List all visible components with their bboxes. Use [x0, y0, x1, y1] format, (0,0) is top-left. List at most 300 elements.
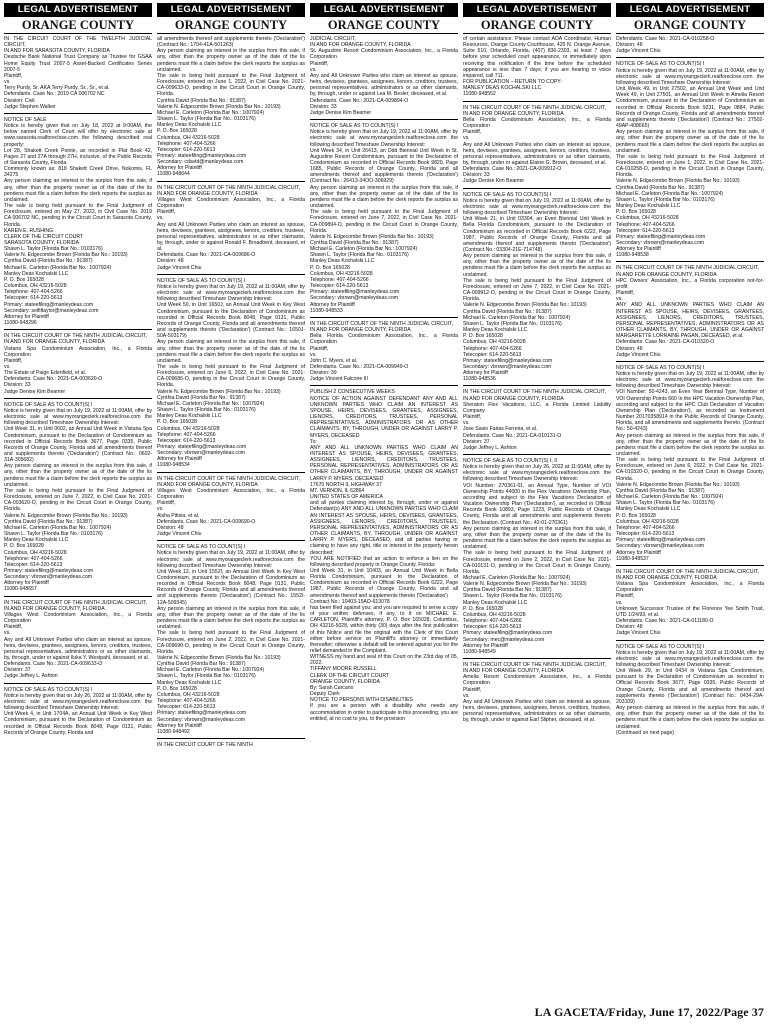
notice-paragraph: IN AND FOR ORANGE COUNTY, FLORIDA	[463, 110, 564, 117]
notice-paragraph: P. O. Box 165028	[4, 543, 44, 550]
notice-paragraph: NOTICE OF SALE AS TO COUNT(S) I	[463, 191, 552, 198]
notice-paragraph: Bella Florida Condominium Association, Inc., a Florida Corporation	[463, 116, 611, 130]
notice-paragraph: Michael E. Carleton (Florida Bar No.: 1007924)	[616, 494, 724, 501]
notice-paragraph: Notice is hereby given that on July 19, 2022 at 11:00AM, offer by electronic sale at www.myorangeclerk.realforeclose.com the following described Timeshare Ownership Interest:	[463, 197, 611, 217]
notice-paragraph: Shawn L. Taylor (Florida Bar No.: 0103176)	[4, 531, 103, 538]
legal-notice	[4, 687, 152, 736]
notice-paragraph: Michael E. Carleton (Florida Bar No.: 1007924)	[4, 524, 112, 531]
notice-paragraph: Attorney for Plaintiff	[4, 580, 49, 587]
notice-separator	[157, 540, 305, 541]
notice-paragraph: Secondary: selfiltaylor@manleydeas.com	[4, 307, 99, 314]
notice-paragraph: Judge Vincent Falcone III	[310, 376, 368, 383]
legal-notice	[463, 662, 611, 724]
notice-paragraph: Cynthia David (Florida Bar No.: 91387)	[463, 587, 552, 594]
notice-paragraph: Judge Jeffrey L. Ashton	[4, 673, 58, 680]
notice-paragraph: Division: 33	[4, 382, 31, 389]
notice-paragraph: Telephone: 407-404-5266	[616, 524, 675, 531]
notice-paragraph: FOR PUBLICATION – RETURN TO COPY:	[463, 79, 562, 86]
notice-separator	[463, 385, 611, 386]
notice-paragraph: IN THE CIRCUIT COURT OF THE NINTH JUDICIAL CIRCUIT,	[463, 662, 606, 668]
notice-paragraph: P. O. Box 165028	[616, 512, 656, 519]
notice-paragraph: IN AND FOR ORANGE COUNTY, FLORIDA	[157, 190, 258, 197]
notice-paragraph: UNITED STATES OF AMERICA	[310, 494, 383, 501]
notice-paragraph: VOI Number: 270361-01, an Annual Type, Number of VOI Ownership Points 44000 in the Flex Vacations Ownership Plan, according and subject to the Flex Vacations Declaration of Vacation Ownership Plan ('Declaration'), as recorded in Official Records Book 10893, Page 1223, Public Records of Orange County, Florida and all amendments and supplements thereto the Declaration. (Contract No.: 42-01-270361)	[463, 482, 611, 526]
legal-notice	[310, 36, 458, 116]
notice-paragraph: vs.	[4, 79, 11, 86]
notice-paragraph: Villages West Condominium Association, Inc., a Florida Corporation	[4, 611, 152, 625]
notice-paragraph: Primary: stateefiling@manleydeas.com	[616, 537, 706, 544]
column-subheader: ORANGE COUNTY	[310, 18, 458, 34]
notice-paragraph: Defendants. Case No.: 2021-CA-009690-O	[157, 518, 256, 525]
notice-paragraph: vs.	[157, 506, 164, 513]
notice-paragraph: NOTICE OF SALE AS TO COUNT(S) I	[157, 544, 246, 551]
notice-paragraph: St. Augustine Resort Condominium Association, Inc., a Florida Corporation	[310, 48, 458, 61]
notice-paragraph: IN AND FOR ORANGE COUNTY, FLORIDA	[310, 327, 411, 334]
legal-notice	[616, 365, 764, 562]
notice-paragraph: John C. Myers, et al.	[310, 357, 358, 364]
legal-notice	[463, 105, 611, 185]
notice-paragraph: The sale is being held pursuant to the Final Judgment of Foreclosure, entered on June 1, 2022, in Civil Case No. 2021-CA-010258-O, pending in the Circuit Court in Orange County, Florida.	[616, 153, 764, 179]
notice-paragraph: Cynthia David (Florida Bar No.: 91387)	[463, 308, 552, 315]
notice-paragraph: Unit Week 49, in Unit 27502, an Annual Unit Week and Unit Week 49, in Unit 27501, an Annual Unit Week in Amelia Resort Condominium, pursuant to the Declaration of Condominium as recorded in Official Records Book 9231, Page 0884, Public Records of Orange County, Florida and all amendments thereof and supplements thereto ('Declaration') (Contract No.: 27502-49AP-408665)	[616, 86, 764, 130]
legal-notice	[463, 192, 611, 383]
notice-paragraph: 11080-948657	[4, 586, 37, 593]
notice-paragraph: Amelia Resort Condominium Association, Inc., a Florida Corporation	[463, 674, 611, 687]
column-1	[4, 3, 152, 1001]
notice-paragraph: Notice is hereby given that on July 19, 2022 at 11:00AM, offer by electronic sale at www.myorangeclerk.realforeclose.com the following described Timeshare Ownership Interest:	[616, 649, 764, 668]
legal-notice	[616, 265, 764, 357]
notice-paragraph: Columbus, OH 43216-5028	[4, 283, 67, 290]
notice-paragraph: IN THE CIRCUIT COURT OF THE NINTH JUDICIAL CIRCUIT,	[157, 184, 300, 191]
notice-paragraph: Manley Deas Kochalski LLC	[157, 413, 222, 420]
notice-separator	[4, 596, 152, 597]
legal-notice	[463, 389, 611, 451]
notice-paragraph: Division: 33	[463, 172, 490, 179]
notice-paragraph: P. O. Box 165028	[157, 685, 197, 692]
notice-paragraph: The sale is being held pursuant to the Final Judgment of Foreclosure, entered on May 27, 2022, in Civil Case No. 2019 CA 006702 NC, pending in the Circuit Court in Sarasota County, Florida.	[4, 203, 152, 228]
notice-paragraph: Unknown Successor Trustee of the Florence Yee Smith Trust, UTD 1/24/93, et al.	[616, 605, 764, 618]
notice-paragraph: vs.	[4, 630, 11, 637]
notice-paragraph: Cynthia David (Florida Bar No.: 91387)	[4, 258, 93, 265]
notice-paragraph: Columbus, OH 43216-5028	[616, 215, 679, 222]
notice-paragraph: Any person claiming an interest in the surplus from this sale, if any, other than the property owner as of the date of the lis pendens must file a claim before the clerk reports the surplus as unclaimed.	[310, 184, 458, 210]
notice-paragraph: Valerie N. Edgecombe Brown (Florida Bar No.: 10193)	[157, 388, 281, 395]
notice-paragraph: has been filed against you; and you are required to serve a copy of your written defenses, if any, to it on MICHAEL E. CARLETON, Plaintiff's attorney, P. O. Box 165028, Columbus, OH 43216-5028, within thirty (30) days after the first publication of this Notice and file the original with the Clerk of this Court either before service on Plaintiff's attorney or immediately thereafter; otherwise a default will be entered against you for the relief demanded in the Complaint.	[310, 604, 458, 654]
notice-paragraph: Plaintiff,	[463, 414, 482, 421]
notice-paragraph: Unit Week 31, in Unit 10403, an Annual Unit Week in Bella Florida Condominium, pursuant to the Declaration of Condominium as recorded in Official Records Book 6222, Page 1987, Public Records of Orange County, Florida and all amendments thereof and supplements thereto ('Declaration')	[310, 567, 458, 599]
notice-paragraph: Cynthia David (Florida Bar No.: 91387)	[310, 240, 399, 246]
notice-paragraph: IN AND FOR SARASOTA COUNTY, FLORIDA	[4, 48, 110, 55]
notice-paragraph: Unit Week 50, in Unit 1650J, an Annual Unit Week in Key West Condominium, pursuant to the Declaration of Condominium as recorded in Official Records Book 8048, Page 0131, Public Records of Orange County, Florida and all amendments thereof and supplements thereto ('Declaration') (Contract No.: 1650J-50A-503179)	[157, 302, 305, 340]
notice-paragraph: Primary: stateefiling@manleydeas.com	[157, 152, 247, 159]
notice-paragraph: Judge Vincent Chiu	[157, 264, 202, 271]
notice-paragraph: Any and All Unknown Parties who claim an interest as spouse, heirs, devisees, grantees, assignees, lienors, creditors, trustees, personal representatives, administrators or as other claimants, by, through, under or against Earl Slipher, deceased, et al.	[463, 698, 611, 724]
notice-paragraph: Notice is hereby given that on July 19, 2022 at 11:00AM, offer by electronic sale at www.myorangeclerk.realforeclose.com the following described Timeshare Ownership Interest:	[616, 67, 764, 86]
notice-paragraph: Division: 48	[157, 258, 184, 265]
notice-paragraph: (Continued on next page)	[616, 729, 675, 736]
notice-paragraph: Cynthia David (Florida Bar No.: 91387)	[616, 184, 705, 191]
notice-separator	[157, 274, 305, 275]
notice-paragraph: Judge Vincent Chiu	[157, 531, 202, 538]
notice-paragraph: Manley Deas Kochalski LLC	[616, 506, 681, 513]
notice-paragraph: IN THE CIRCUIT COURT OF THE NINTH JUDICIAL CIRCUIT,	[4, 599, 147, 606]
notice-paragraph: Shawn L. Taylor (Florida Bar No.: 0103176)	[310, 252, 409, 259]
notice-paragraph: NOTICE OF SALE AS TO COUNT(S) I	[616, 61, 705, 68]
notice-paragraph: Defendants. Case No.: 2019 CA 006702 NC	[4, 91, 105, 98]
legal-notice	[616, 644, 764, 736]
notice-paragraph: 11080-948492	[157, 728, 190, 735]
notice-paragraph: Valerie N. Edgecombe Brown (Florida Bar No.: 10193)	[310, 233, 434, 240]
notice-paragraph: Michael E. Carleton (Florida Bar No.: 1007924)	[463, 314, 571, 321]
column-header: LEGAL ADVERTISEMENT	[463, 3, 611, 17]
newspaper-page	[4, 3, 766, 1003]
notice-paragraph: Secondary: vbrown@manleydeas.com	[310, 295, 399, 302]
notice-paragraph: IN THE CIRCUIT COURT OF THE NINTH JUDICIAL CIRCUIT,	[463, 389, 606, 396]
notice-paragraph: Division: 37	[4, 667, 31, 674]
legal-notice	[4, 333, 152, 395]
notice-paragraph: WITNESS my hand and seal of this Court on the 23rd day of 05, 2022.	[310, 654, 458, 667]
column-header: LEGAL ADVERTISEMENT	[616, 3, 764, 17]
column-2	[157, 3, 305, 1001]
notice-paragraph: Secondary: cdavid@manleydeas.com	[157, 159, 244, 166]
notice-paragraph: Defendants. Case No.: 2021-CA-009686-O	[157, 252, 256, 259]
notice-paragraph: Columbus, OH 43216-5028	[616, 518, 679, 525]
notice-paragraph: Contract No.: 10403-15AO-613078	[310, 598, 390, 605]
notice-paragraph: Defendants. Case No.: 2021-CA-010258-O	[616, 36, 715, 42]
notice-separator	[616, 640, 764, 641]
notice-paragraph: Division: Civil	[4, 97, 35, 104]
notice-paragraph: Attorney for Plaintiff	[616, 549, 661, 556]
notice-paragraph: Shawn L. Taylor (Florida Bar No.: 0103176)	[157, 116, 256, 123]
notice-paragraph: Notice is hereby given that on July 26, 2022 at 11:00AM, offer by electronic sale at www.myorangeclerk.realforeclose.com the following described Timeshare Ownership Interest:	[463, 464, 611, 483]
notice-paragraph: Defendants. Case No.: 2021-CA-010320-O	[616, 339, 715, 346]
column-subheader: ORANGE COUNTY	[4, 18, 152, 34]
notice-paragraph: Judge Denise Kim Beamer	[310, 109, 372, 116]
notice-paragraph: Secondary: vbrown@manleydeas.com	[463, 363, 552, 370]
notice-paragraph: Division: 39	[310, 370, 337, 377]
notice-paragraph: The sale is being held pursuant to the Final Judgment of Foreclosure, entered on June 2, 2022, in Civil Case No. 2021-CA-010131-O, pending in the Circuit Court in Orange County, Florida.	[463, 550, 611, 575]
notice-paragraph: Terry Purdy, Sr. AKA Terry Purdy, Sr., Sr., et al.	[4, 85, 110, 92]
notice-paragraph: 11080-948538	[616, 252, 649, 259]
notice-paragraph: Plaintiff,	[310, 60, 329, 67]
column-body	[616, 36, 764, 736]
notice-paragraph: Notice is hereby given that on July 19, 2022 at 11:00AM, offer by electronic sale at www.myorangeclerk.realforeclose.com the following described Timeshare Ownership Interest:	[310, 129, 458, 148]
notice-paragraph: Plaintiff,	[4, 357, 23, 364]
notice-paragraph: IN AND FOR ORANGE COUNTY, FLORIDA	[463, 668, 564, 675]
notice-paragraph: Telecopier: 614-220-5613	[157, 437, 216, 444]
notice-separator	[157, 181, 305, 182]
notice-paragraph: Valerie N. Edgecombe Brown (Florida Bar No.: 10193)	[157, 103, 281, 110]
notice-paragraph: Primary: stateefiling@manleydeas.com	[463, 357, 553, 364]
notice-paragraph: Plaintiff,	[157, 500, 176, 507]
notice-paragraph: NOTICE OF SALE AS TO COUNT(S) I, II	[463, 458, 558, 464]
notice-paragraph: Any person claiming an interest in the surplus from this sale, if any, other than the property owner as of the date of the lis pendens must file a claim before the clerk reports the surplus as unclaimed.	[463, 253, 611, 278]
notice-paragraph: Commonly known as: 818 Shakett Creek Drive, Nokomis, FL 34275	[4, 166, 152, 179]
notice-paragraph: NOTICE OF SALE AS TO COUNT(S) I	[157, 277, 246, 284]
notice-paragraph: 11080-948296	[4, 320, 37, 327]
notice-paragraph: NOTICE OF SALE AS TO COUNT(S) I	[310, 123, 399, 130]
notice-paragraph: and all parties claiming interest by, through, under or against Defendant(s) ANY AND ALL UNKNOWN PARTIES WHO CLAIM AN INTEREST AS SPOUSE, HEIRS, DEVISEES, GRANTEES, ASSIGNEES, LIENORS, CREDITORS, TRUSTEES, PERSONAL REPRESENTATIVES, ADMINISTRATORS OR AS OTHER CLAIMANTS, BY, THROUGH, UNDER OR AGAINST LARRY P. MYERS, DECEASED, and all parties having or claiming to have any right, title or interest in the property herein described;	[310, 500, 458, 556]
notice-paragraph: TIFFANY MOORE RUSSELL	[310, 666, 377, 673]
notice-paragraph: 11080-948536	[463, 376, 496, 383]
notice-paragraph: Unit Week 31, in Unit 0602, an Annual Unit Week in Vistana Spa Condominium, pursuant to the Declaration of Condominium as recorded in Official Records Book 3677, Page 0335, Public Records of Orange County, Florida and all amendments thereof and supplements thereto ('Declaration') (Contract No.: 0602-31A-305682)	[4, 426, 152, 464]
notice-paragraph: Judge Denise Kim Beamer	[4, 388, 66, 395]
notice-paragraph: Telecopier: 614-220-5613	[616, 227, 675, 234]
notice-paragraph: Secondary: vbrown@manleydeas.com	[616, 543, 705, 550]
notice-paragraph: Defendants. Case No.: 2021-CA-003620-O	[4, 376, 103, 383]
notice-paragraph: Telephone: 407-404-5266	[157, 431, 216, 438]
notice-separator	[616, 57, 764, 58]
notice-paragraph: vs.	[616, 296, 623, 303]
notice-paragraph: Manley Deas Kochalski LLC	[157, 679, 222, 686]
notice-paragraph: Jose Savio Farias Ferreira, et al.	[463, 426, 538, 433]
notice-paragraph: Columbus, OH 43216-5028	[463, 339, 526, 346]
notice-paragraph: Attorney for Plaintiff	[157, 456, 202, 463]
notice-paragraph: Any person claiming an interest in the surplus from this sale, if any, other than the property owner as of the date of the lis pendens must file a claim before the clerk reports the surplus as unclaimed.	[616, 129, 764, 154]
notice-paragraph: vs.	[310, 66, 317, 73]
notice-paragraph: Shawn L. Taylor (Florida Bar No.: 0103176)	[616, 500, 715, 507]
notice-paragraph: of certain assistance. Please contact ADA Coordinator, Human Resources, Orange County Courthouse, 425 N. Orange Avenue, Suite 510, Orlando, Florida, (407) 836-2303, at least 7 days before your scheduled court appearance, or immediately upon receiving this notification if the time before the scheduled appearance is less than 7 days; if you are hearing or voice impaired, call 711.	[463, 36, 611, 79]
column-body	[463, 36, 611, 724]
notice-paragraph: Manley Deas Kochalski LLC	[310, 258, 375, 265]
notice-separator	[310, 119, 458, 120]
notice-paragraph: Division: 48	[616, 345, 643, 352]
notice-paragraph: Cynthia David (Florida Bar No.: 91387)	[157, 97, 246, 104]
notice-paragraph: IN THE CIRCUIT COURT OF THE NINTH JUDICIAL CIRCUIT,	[463, 104, 606, 111]
legal-notice	[4, 117, 152, 326]
notice-paragraph: P. O. Box 165028	[310, 264, 350, 271]
notice-paragraph: Telecopier: 614-220-5613	[157, 704, 216, 711]
notice-paragraph: IN AND FOR ORANGE COUNTY, FLORIDA	[463, 395, 564, 402]
notice-paragraph: IN THE CIRCUIT COURT OF THE TWELFTH JUDICIAL CIRCUIT,	[4, 36, 152, 49]
column-subheader: ORANGE COUNTY	[463, 18, 611, 34]
notice-paragraph: IN THE CIRCUIT COURT OF THE NINTH JUDICIAL CIRCUIT,	[616, 568, 759, 575]
notice-paragraph: Cynthia David (Florida Bar No.: 91387)	[616, 487, 705, 494]
notice-paragraph: The sale is being held pursuant to the Final Judgment of Foreclosure, entered on June 2, 2022, in Civil Case No. 2021-CA-009690-O, pending in the Circuit Court in Orange County, Florida.	[157, 630, 305, 655]
notice-paragraph: Secondary: vbrown@manleydeas.com	[157, 450, 246, 457]
notice-paragraph: Primary: stateefiling@manleydeas.com	[157, 710, 247, 717]
page-footer: LA GACETA/Friday, June 17, 2022/Page 37	[534, 1005, 764, 1019]
notice-paragraph: Secondary: vbrown@manleydeas.com	[616, 240, 705, 246]
notice-paragraph: all amendments thereof and supplements thereto ('Declaration') (Contract No.: 1704-41A-501263)	[157, 36, 305, 49]
notice-paragraph: Manley Deas Kochalski LLC	[463, 599, 528, 606]
notice-paragraph: Telephone: 407-404-5266	[4, 555, 63, 562]
notice-paragraph: VOI Number: 50-4243, an Even Year Biennial Type, Number of VOI Ownership Points 660 in the HPC Vacation Ownership Plan, according and subject to the HPC Club Declaration of Vacation Ownership Plan ('Declaration'), as recorded as Instrument Number 20170358914 in the Public Records of Orange County, Florida, and all amendments and supplements thereto. (Contract No.: 50-4243)	[616, 389, 764, 433]
notice-paragraph: Attorney for Plaintiff	[4, 313, 49, 320]
notice-paragraph: Villages West Condominium Association, Inc., a Florida Corporation	[157, 487, 305, 501]
notice-paragraph: 11080-948549	[463, 648, 496, 655]
notice-paragraph: Manley Deas Kochalski LLC	[616, 203, 681, 210]
legal-notice	[310, 321, 458, 383]
notice-paragraph: P. O. Box 165028	[616, 209, 656, 216]
notice-paragraph: Vistana Spa Condominium Association, Inc., a Florida Corporation	[4, 345, 152, 358]
notice-paragraph: Primary: stateefiling@manleydeas.com	[310, 289, 400, 296]
notice-paragraph: Defendants. Case No.: 2021-CA-009633-O	[4, 661, 103, 668]
notice-paragraph: Any and All Unknown Parties who claim an interest as spouse, heirs, devisees, grantees, assignees, lienors, creditors, trustees, personal representatives, administrators or as other claimants, by, through, under or against Ronald F. Broadbent, deceased, et al.	[157, 221, 305, 253]
notice-paragraph: P. O. Box 165028	[463, 605, 503, 612]
legal-notice	[157, 185, 305, 271]
notice-paragraph: Judge Vincent Chiu	[616, 48, 661, 55]
notice-paragraph: P. O. Box 165028	[157, 419, 197, 426]
notice-paragraph: Division: 48	[157, 524, 184, 531]
notice-paragraph: The sale is being held pursuant to the Final Judgment of Foreclosure, entered on June 7, 2022, in Civil Case No. 2021-CA-009894-O, pending in the Circuit Court in Orange County, Florida.	[310, 209, 458, 234]
notice-paragraph: Michael E. Carleton (Florida Bar No.: 1007924)	[463, 574, 571, 581]
notice-paragraph: Deutsche Bank National Trust Company as Trustee for GSAA Home Equity Trust 2007-5 Asset-Backed Certificates Series 2007-5	[4, 54, 152, 73]
notice-separator	[616, 261, 764, 262]
notice-paragraph: Attorney for Plaintiff	[310, 301, 355, 308]
notice-paragraph: Telecopier: 614-220-5613	[463, 351, 522, 358]
notice-paragraph: Shawn L. Taylor (Florida Bar No.: 0103176)	[616, 196, 715, 203]
notice-paragraph: NOTICE OF SALE AS TO COUNT(S) I	[4, 401, 93, 408]
notice-paragraph: Plaintiff,	[463, 129, 482, 136]
notice-paragraph: Manley Deas Kochalski LLC	[4, 270, 69, 277]
column-header: LEGAL ADVERTISEMENT	[310, 3, 458, 17]
notice-paragraph: Secondary: vbrown@manleydeas.com	[4, 574, 93, 581]
notice-paragraph: Michael E. Carleton (Florida Bar No.: 1007924)	[310, 246, 418, 253]
notice-paragraph: NOTICE OF SALE AS TO COUNT(S) I	[4, 686, 93, 693]
notice-paragraph: The sale is being held pursuant to the Final Judgment of Foreclosure, entered on June 1, 2022, in Civil Case No. 2021-CA-009633-O, pending in the Circuit Court in Orange County, Florida.	[157, 72, 305, 98]
column-5	[616, 3, 764, 1001]
notice-paragraph: Telephone: 407-404-5266	[310, 276, 369, 283]
notice-paragraph: Defendants. Case No.: 2021-CA-009894-O	[310, 97, 409, 104]
notice-paragraph: P. O. Box 165028	[4, 276, 44, 283]
column-3	[310, 3, 458, 1001]
notice-paragraph: Plaintiff,	[4, 624, 23, 631]
notice-paragraph: Shawn L. Taylor (Florida Bar No.: 0103176)	[463, 320, 562, 327]
notice-paragraph: Division: 48	[616, 42, 643, 49]
legal-notice	[616, 36, 764, 54]
notice-paragraph: Michael E. Carleton (Florida Bar No.: 1007924)	[616, 190, 724, 197]
column-subheader: ORANGE COUNTY	[157, 18, 305, 34]
notice-paragraph: NOTICE OF SALE AS TO COUNT(S) I	[616, 643, 705, 650]
notice-paragraph: Michael E. Carleton (Florida Bar No.: 1007924)	[157, 667, 265, 674]
notice-paragraph: IN THE CIRCUIT COURT OF THE NINTH JUDICIAL CIRCUIT,	[616, 265, 759, 272]
notice-paragraph: Primary: stateefiling@manleydeas.com	[157, 444, 247, 450]
notice-paragraph: Plaintiff,	[157, 209, 176, 216]
notice-paragraph: Shawn L. Taylor (Florida Bar No.: 0103176)	[157, 673, 256, 680]
notice-separator	[157, 472, 305, 473]
notice-paragraph: vs.	[463, 420, 470, 427]
notice-paragraph: vs.	[463, 135, 470, 142]
notice-paragraph: Any person claiming an interest in the surplus from this sale, if any, other than the property owner as of the date of the lis pendens must file a claim before the clerk reports the surplus as unclaimed.	[4, 178, 152, 203]
notice-paragraph: Unit Week 34, in Unit 26413, an Odd Biennial Unit Week in St. Augustine Resort Condominium, pursuant to the Declaration of Condominium as recorded in Official Records Book 9820, Page 1685, Public Records of Orange County, Florida and all amendments thereof and supplements thereto ('Declaration') (Contract No.: 26413-34OO-306929)	[310, 147, 458, 185]
notice-paragraph: HPC Owners' Association, Inc., a Florida corporation not-for-profit	[616, 277, 764, 290]
notice-paragraph: Attorney for Plaintiff	[157, 165, 202, 172]
notice-paragraph: IN AND FOR ORANGE COUNTY, FLORIDA	[616, 574, 717, 581]
notice-paragraph: IN THE CIRCUIT COURT OF THE NINTH JUDICIAL CIRCUIT,	[157, 475, 300, 482]
notice-paragraph: Attorney for Plaintiff	[463, 642, 508, 649]
notice-paragraph: Deputy Clerk	[310, 691, 340, 698]
notice-paragraph: Valerie N. Edgecombe Brown (Florida Bar No.: 10193)	[4, 512, 128, 519]
notice-paragraph: Columbus, OH 43216-5028	[157, 691, 220, 698]
legal-notice	[157, 278, 305, 469]
notice-paragraph: Any person claiming an interest in the surplus from this sale, if any, other than the property owner as of the date of the lis pendens must file a claim before the clerk reports the surplus as unclaimed.	[616, 705, 764, 730]
notice-paragraph: Notice is hereby given that on July 19, 2022 at 11:00AM, offer by electronic sale at www.myorangeclerk.realforeclose.com the following described Timeshare Ownership Interest:	[616, 370, 764, 390]
legal-notice	[310, 389, 458, 721]
notice-paragraph: CLERK OF THE CIRCUIT COURT	[310, 672, 390, 679]
legal-notice	[4, 36, 152, 110]
notice-paragraph: Columbus, OH 43216-5028	[157, 134, 220, 141]
notice-paragraph: Any person claiming an interest in the surplus from this sale, if any, other than the property owner as of the date of the lis pendens must file a claim before the clerk reports the surplus as unclaimed.	[616, 432, 764, 457]
notice-paragraph: Plaintiff,	[463, 686, 482, 693]
notice-paragraph: Bella Florida Condominium Association, Inc., a Florida Corporation	[310, 333, 458, 346]
notice-paragraph: Valerie N. Edgecombe Brown (Florida Bar No.: 10193)	[463, 581, 587, 588]
notice-paragraph: Any person claiming an interest in the surplus from this sale, if any, other than the property owner as of the date of the lis pendens must file a claim before the clerk reports the surplus as unclaimed.	[157, 48, 305, 73]
notice-paragraph: Plaintiff,	[310, 345, 329, 352]
notice-paragraph: Plaintiff,	[616, 290, 635, 297]
notice-paragraph: Attorney for Plaintiff	[463, 370, 508, 377]
notice-paragraph: SARASOTA COUNTY, FLORIDA	[4, 240, 79, 246]
notice-paragraph: Columbus, OH 43216-5028	[463, 611, 526, 618]
notice-paragraph: Notice is hereby given that on July 19, 2022 at 11:00AM, offer by electronic sale at www.myorangeclerk.realforeclose.com the following described Timeshare Ownership Interest:	[4, 407, 152, 427]
notice-paragraph: Unit Week 4, in Unit 1704A, an Annual Unit Week in Key West Condominium, pursuant to the Declaration of Condominium as recorded in Official Records Book 8048, Page 0131, Public Records of Orange County, Florida and	[4, 711, 152, 736]
notice-paragraph: 11080-948537	[616, 555, 649, 562]
notice-paragraph: Telephone: 407-404-5266	[4, 289, 63, 296]
notice-paragraph: Primary: stateefiling@manleydeas.com	[4, 567, 94, 574]
notice-paragraph: Defendants. Case No.: 2021-CA-009912-O	[463, 166, 562, 173]
column-body	[157, 36, 305, 748]
notice-paragraph: Attorney for Plaintiff	[616, 246, 661, 253]
notice-paragraph: Telecopier: 614-220-5613	[310, 283, 369, 290]
notice-separator	[616, 361, 764, 362]
notice-paragraph: Unit Week 21, in Unit 03304, an Even Biennial Unit Week in Bella Florida Condominium, pursuant to the Declaration of Condominium as recorded in Official Records Book 6222, Page 1987, Public Records of Orange County, Florida and all amendments thereof and supplements thereto ('Declaration') (Contract No.: 03304-21E-714748)	[463, 216, 611, 253]
notice-paragraph: Judge Stephen Walker	[4, 103, 56, 110]
notice-separator	[463, 188, 611, 189]
notice-paragraph: Primary: stateefiling@manleydeas.com	[4, 301, 94, 308]
column-subheader: ORANGE COUNTY	[616, 18, 764, 34]
notice-paragraph: JUDICIAL CIRCUIT,	[310, 36, 356, 42]
notice-paragraph: Any person claiming an interest in the surplus from this sale, if any, other than the property owner as of the date of the lis pendens must file a claim before the clerk reports the surplus as unclaimed.	[157, 605, 305, 631]
notice-paragraph: By: Sarah Carcano	[310, 684, 354, 691]
notice-separator	[616, 565, 764, 566]
notice-paragraph: Columbus, OH 43216-5028	[157, 425, 220, 432]
notice-paragraph: Any person claiming an interest in the surplus from this sale, if any, other than the property owner as of the date of the lis pendens must file a claim before the clerk reports the surplus as unclaimed.	[463, 525, 611, 551]
notice-separator	[4, 398, 152, 399]
notice-paragraph: Michael E. Carleton (Florida Bar No.: 1007924)	[4, 264, 112, 271]
notice-paragraph: Secondary: mec@manleydeas.com	[463, 636, 545, 643]
legal-notice	[157, 544, 305, 735]
notice-paragraph: vs.	[463, 692, 470, 699]
notice-paragraph: Notice is hereby given that on July 19, 2022 at 11:00AM, offer by electronic sale at www.myorangeclerk.realforeclose.com the following described Timeshare Ownership Interest:	[157, 283, 305, 303]
legal-notice	[616, 61, 764, 258]
notice-paragraph: Valerie N. Edgecombe Brown (Florida Bar No.: 10193)	[4, 252, 128, 259]
notice-separator	[4, 113, 152, 114]
notice-separator	[463, 454, 611, 455]
notice-paragraph: Shawn L. Taylor (Florida Bar No.: 0103176)	[157, 407, 256, 414]
notice-paragraph: vs.	[310, 351, 317, 358]
legal-notice	[463, 458, 611, 655]
column-header: LEGAL ADVERTISEMENT	[157, 3, 305, 17]
notice-paragraph: 17670 NORTH IL HIGHWAY 37	[310, 481, 382, 488]
notice-paragraph: The Estate of Paige Edenfield, et al.	[4, 370, 87, 377]
notice-paragraph: Plaintiff,	[616, 593, 635, 600]
notice-paragraph: Defendants. Case No.: 2021-CA-009949-O	[310, 363, 409, 370]
notice-paragraph: IN AND FOR ORANGE COUNTY, FLORIDA	[4, 605, 105, 612]
notice-paragraph: Villages West Condominium Association, Inc., a Florida Corporation	[157, 196, 305, 210]
notice-paragraph: 11080-948552	[463, 91, 496, 98]
notice-paragraph: Michael E. Carleton (Florida Bar No.: 1007924)	[157, 400, 265, 407]
notice-paragraph: Any and All Unknown Parties who claim an interest as spouse, heirs, devisees, grantees, assignees, lienors, creditors, trustees, personal representatives, administrators or as other claimants, by, through, under or against Iluka Y. Westpahl, deceased, et al.	[4, 636, 152, 661]
legal-notice	[157, 36, 305, 178]
notice-paragraph: Defendants. Case No.: 2021-CA-011180-O	[616, 618, 714, 625]
notice-paragraph: 11080-948534	[157, 462, 190, 469]
notice-paragraph: Valerie N. Edgecombe Brown (Florida Bar No.: 10193)	[463, 302, 587, 309]
notice-paragraph: IN THE CIRCUIT COURT OF THE NINTH	[157, 742, 253, 749]
legal-notice	[310, 123, 458, 314]
notice-paragraph: Secondary: vbrown@manleydeas.com	[157, 716, 246, 723]
column-body	[4, 36, 152, 736]
notice-paragraph: IN THE CIRCUIT COURT OF THE NINTH JUDICIAL CIRCUIT,	[310, 320, 453, 327]
